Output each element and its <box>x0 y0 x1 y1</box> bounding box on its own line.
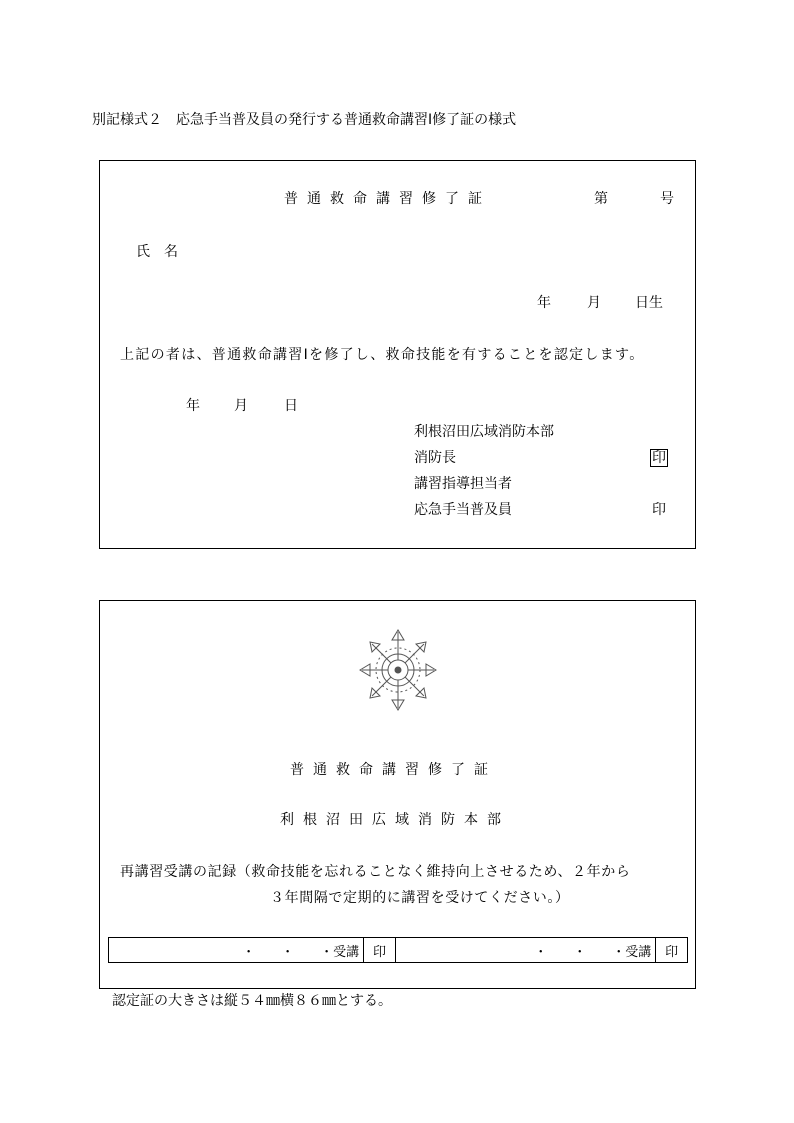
certificate-back <box>99 600 696 989</box>
instructor-seal: 印 <box>652 502 666 518</box>
footnote: 認定証の大きさは縦５４㎜横８６㎜とする。 <box>112 993 392 1009</box>
instructor-role: 講習指導担当者 <box>414 476 512 492</box>
birth-day: 日生 <box>635 295 663 311</box>
name-label: 氏 名 <box>136 244 178 260</box>
number-dai: 第 <box>594 191 608 207</box>
certification-statement: 上記の者は、普通救命講習Ⅰを修了し、救命技能を有することを認定します。 <box>120 347 645 363</box>
birth-month: 月 <box>587 295 601 311</box>
issue-day: 日 <box>284 398 298 414</box>
certificate-front <box>99 160 696 549</box>
instructor-title: 応急手当普及員 <box>414 502 512 518</box>
certificate-title: 普通救命講習修了証 <box>284 191 491 207</box>
form-heading: 別記様式２ 応急手当普及員の発行する普通救命講習Ⅰ修了証の様式 <box>92 112 517 128</box>
birth-year: 年 <box>537 295 551 311</box>
number-go: 号 <box>660 191 674 207</box>
issuer-org: 利根沼田広域消防本部 <box>414 424 554 440</box>
record-note-line2: ３年間隔で定期的に講習を受けてください。） <box>270 890 570 906</box>
table-row <box>109 938 688 963</box>
record-seal-1: 印 <box>364 938 396 963</box>
issue-month: 月 <box>234 398 248 414</box>
fire-department-emblem-icon <box>358 629 438 711</box>
chief-seal: 印 <box>652 450 666 466</box>
back-issuer-org: 利根沼田広域消防本部 <box>280 812 510 828</box>
record-seal-2: 印 <box>656 938 688 963</box>
issue-year: 年 <box>186 398 200 414</box>
record-date-2[interactable]: ・ ・ ・受講 <box>395 938 655 963</box>
chief-label: 消防長 <box>414 450 456 466</box>
record-date-1[interactable]: ・ ・ ・受講 <box>109 938 364 963</box>
record-table <box>108 937 688 963</box>
record-note-line1: 再講習受講の記録（救命技能を忘れることなく維持向上させるため、２年から <box>120 864 631 880</box>
back-certificate-title: 普通救命講習修了証 <box>290 762 497 778</box>
